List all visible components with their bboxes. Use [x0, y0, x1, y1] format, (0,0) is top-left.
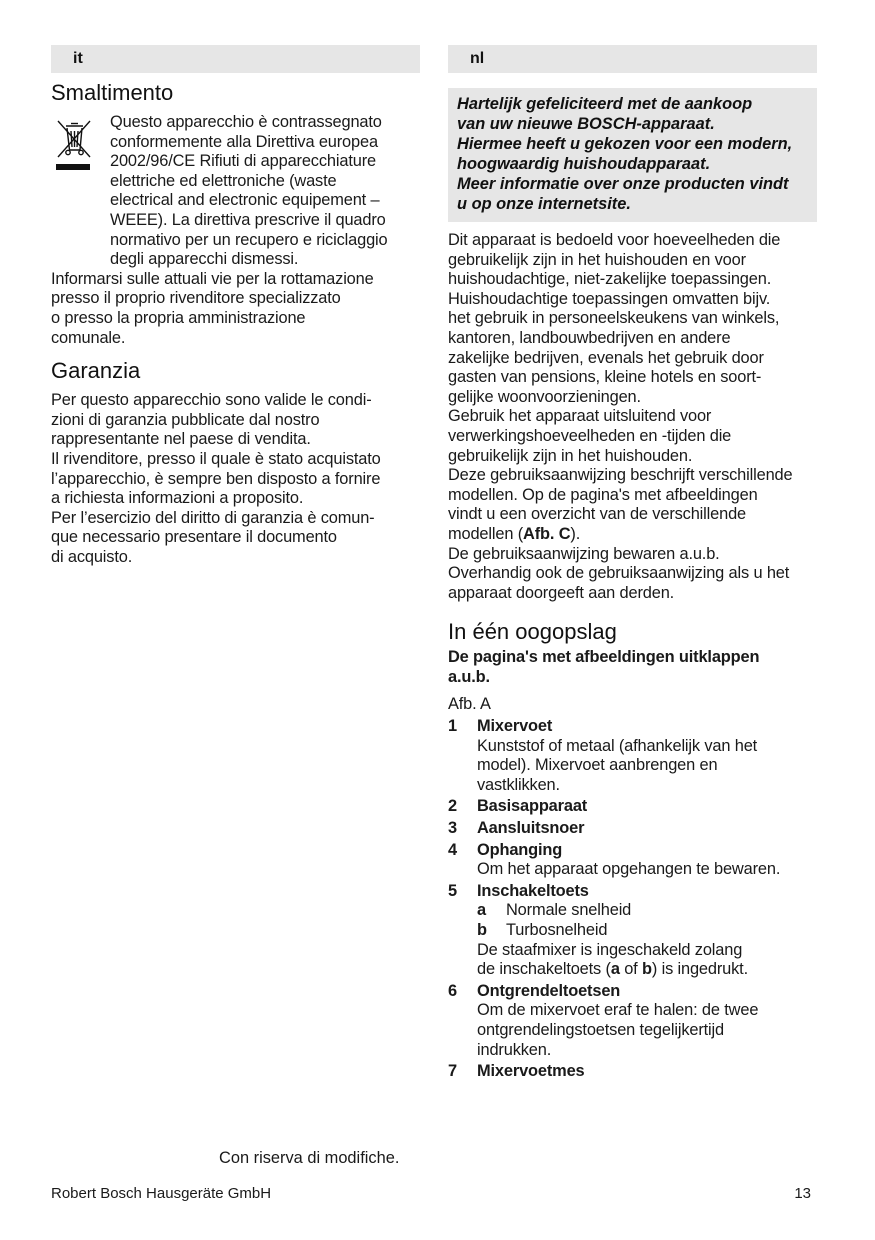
disposal-line: Informarsi sulle attuali vie per la rottamazione	[51, 269, 374, 288]
intro-line: Gebruik het apparaat uitsluitend voor	[448, 407, 712, 426]
item-description: De staafmixer is ingeschakeld zolang	[477, 940, 743, 959]
item-title: Ophanging	[477, 840, 563, 859]
item-description: indrukken.	[477, 1040, 552, 1059]
warranty-section	[51, 391, 420, 567]
disposal-line: presso il proprio rivenditore specializzato	[51, 289, 341, 308]
item-title: Ontgrendeltoetsen	[477, 981, 621, 1000]
warranty-heading: Garanzia	[51, 358, 141, 384]
note-text: de inschakeltoets (	[477, 960, 611, 979]
models-suffix: ).	[570, 524, 581, 543]
disposal-line: comunale.	[51, 328, 126, 347]
intro-line: kantoren, landbouwbedrijven en andere	[448, 328, 731, 347]
parts-list	[448, 717, 817, 1082]
item-description: vastklikken.	[477, 775, 560, 794]
fold-out-note	[448, 648, 817, 687]
disposal-line: electrical and electronic equipement –	[110, 191, 380, 210]
highlight-line: van uw nieuwe BOSCH-apparaat.	[457, 115, 715, 133]
list-item	[448, 717, 817, 795]
item-title: Basisapparaat	[477, 797, 588, 816]
intro-line: gebruikelijk zijn in het huishouden en voor	[448, 250, 746, 269]
warranty-line: di acquisto.	[51, 547, 133, 566]
item-description: Kunststof of metaal (afhankelijk van het	[477, 736, 758, 755]
intro-section	[448, 231, 817, 603]
intro-line: zakelijke bedrijven, evenals het gebruik door	[448, 348, 764, 367]
highlight-line: hoogwaardig huishoudapparaat.	[457, 155, 711, 173]
highlight-line: Meer informatie over onze producten vindt	[457, 175, 789, 193]
intro-line: Dit apparaat is bedoeld voor hoeveelheden die	[448, 231, 781, 249]
disposal-heading: Smaltimento	[51, 80, 174, 105]
disposal-line: WEEE). La direttiva prescrive il quadro	[110, 210, 386, 229]
language-tab-nl: nl	[448, 45, 817, 73]
warranty-line: zioni di garanzia pubblicate dal nostro	[51, 410, 320, 429]
list-item	[448, 882, 817, 980]
disposal-line: Questo apparecchio è contrassegnato	[110, 113, 382, 131]
models-line	[448, 525, 817, 545]
item-description: Om de mixervoet eraf te halen: de twee	[477, 1001, 759, 1020]
item-description: Om het apparaat opgehangen te bewaren.	[477, 860, 781, 879]
item-description: model). Mixervoet aanbrengen en	[477, 756, 718, 775]
overview-heading: In één oogopslag	[448, 619, 617, 645]
sub-item-letter: a	[477, 901, 486, 920]
intro-line: gelijke woonvoorzieningen.	[448, 387, 641, 406]
disposal-line: elettriche ed elettroniche (waste	[110, 171, 337, 190]
item-number: 3	[448, 819, 457, 838]
item-description	[477, 960, 817, 980]
item-number: 4	[448, 840, 457, 859]
sub-item	[477, 901, 817, 921]
list-item	[448, 982, 817, 1060]
dutch-column	[448, 45, 817, 1082]
item-number: 1	[448, 717, 457, 736]
intro-line: apparaat doorgeeft aan derden.	[448, 583, 675, 602]
sub-item	[477, 921, 817, 941]
note-key-a: a	[610, 960, 620, 979]
fold-out-line: De pagina's met afbeeldingen uitklappen	[448, 648, 760, 667]
highlight-line: Hiermee heeft u gekozen voor een modern,	[457, 135, 793, 153]
list-item	[448, 841, 817, 880]
highlight-line: u op onze internetsite.	[457, 195, 631, 213]
disposal-line: degli apparecchi dismessi.	[110, 250, 299, 269]
list-item	[448, 819, 817, 839]
intro-line: gasten van pensions, kleine hotels en soort-	[448, 368, 762, 387]
item-number: 2	[448, 797, 457, 816]
intro-line: verwerkingshoeveelheden en -tijden die	[448, 426, 732, 445]
item-title: Mixervoetmes	[477, 1062, 585, 1081]
warranty-line: Per questo apparecchio sono valide le condi-	[51, 391, 372, 410]
warranty-line: Per l’esercizio del diritto di garanzia è comun-	[51, 508, 375, 527]
item-description: ontgrendelingstoetsen tegelijkertijd	[477, 1020, 724, 1039]
intro-line: vindt u een overzicht van de verschillende	[448, 505, 747, 524]
page-number: 13	[794, 1185, 811, 1202]
highlight-line: Hartelijk gefeliciteerd met de aankoop	[457, 95, 753, 113]
list-item	[448, 797, 817, 817]
sub-item-text: Normale snelheid	[506, 901, 632, 920]
crossed-out-wheelie-bin-icon	[54, 117, 92, 185]
models-prefix: modellen (	[448, 524, 524, 543]
warranty-line: a richiesta informazioni a proposito.	[51, 489, 304, 508]
intro-line: modellen. Op de pagina's met afbeeldingen	[448, 485, 758, 504]
disposal-line: o presso la propria amministrazione	[51, 308, 306, 327]
company-name: Robert Bosch Hausgeräte GmbH	[51, 1185, 272, 1202]
item-number: 7	[448, 1062, 457, 1081]
intro-line: De gebruiksaanwijzing bewaren a.u.b.	[448, 544, 720, 563]
item-number: 6	[448, 981, 457, 1000]
disposal-section	[51, 113, 420, 348]
italian-column	[51, 45, 420, 567]
list-item	[448, 1062, 817, 1082]
warranty-line: que necessario presentare il documento	[51, 528, 337, 547]
intro-line: Overhandig ook de gebruiksaanwijzing als u het	[448, 564, 790, 583]
note-key-b: b	[641, 960, 652, 979]
intro-line: het gebruik in personeelskeukens van winkels,	[448, 309, 780, 328]
figure-c-reference: Afb. C	[523, 524, 571, 543]
disposal-line: 2002/96/CE Rifiuti di apparecchiature	[110, 152, 376, 171]
reservation-note: Con riserva di modifiche.	[219, 1149, 400, 1167]
fold-out-line: a.u.b.	[448, 667, 490, 686]
figure-a-label: Afb. A	[448, 695, 491, 714]
intro-line: huishoudachtige, niet-zakelijke toepassingen.	[448, 270, 772, 289]
intro-line: gebruikelijk zijn in het huishouden.	[448, 446, 693, 465]
intro-line: Huishoudachtige toepassingen omvatten bijv.	[448, 289, 771, 308]
note-text: ) is ingedrukt.	[651, 960, 748, 979]
warranty-line: rappresentante nel paese di vendita.	[51, 430, 311, 449]
item-number: 5	[448, 881, 457, 900]
item-title: Mixervoet	[477, 717, 553, 736]
warranty-line: Il rivenditore, presso il quale è stato acquistato	[51, 449, 381, 468]
item-title: Inschakeltoets	[477, 881, 589, 900]
intro-line: Deze gebruiksaanwijzing beschrijft verschillende	[448, 466, 793, 485]
item-title: Aansluitsnoer	[477, 819, 585, 838]
note-text: of	[619, 960, 642, 979]
warranty-line: l’apparecchio, è sempre ben disposto a fornire	[51, 469, 381, 488]
disposal-line: conformemente alla Direttiva europea	[110, 132, 378, 151]
disposal-line: normativo per un recupero e riciclaggio	[110, 230, 388, 249]
language-tab-it: it	[51, 45, 420, 73]
congratulations-box	[448, 88, 817, 222]
sub-item-letter: b	[477, 921, 487, 939]
sub-item-text: Turbosnelheid	[506, 921, 608, 939]
